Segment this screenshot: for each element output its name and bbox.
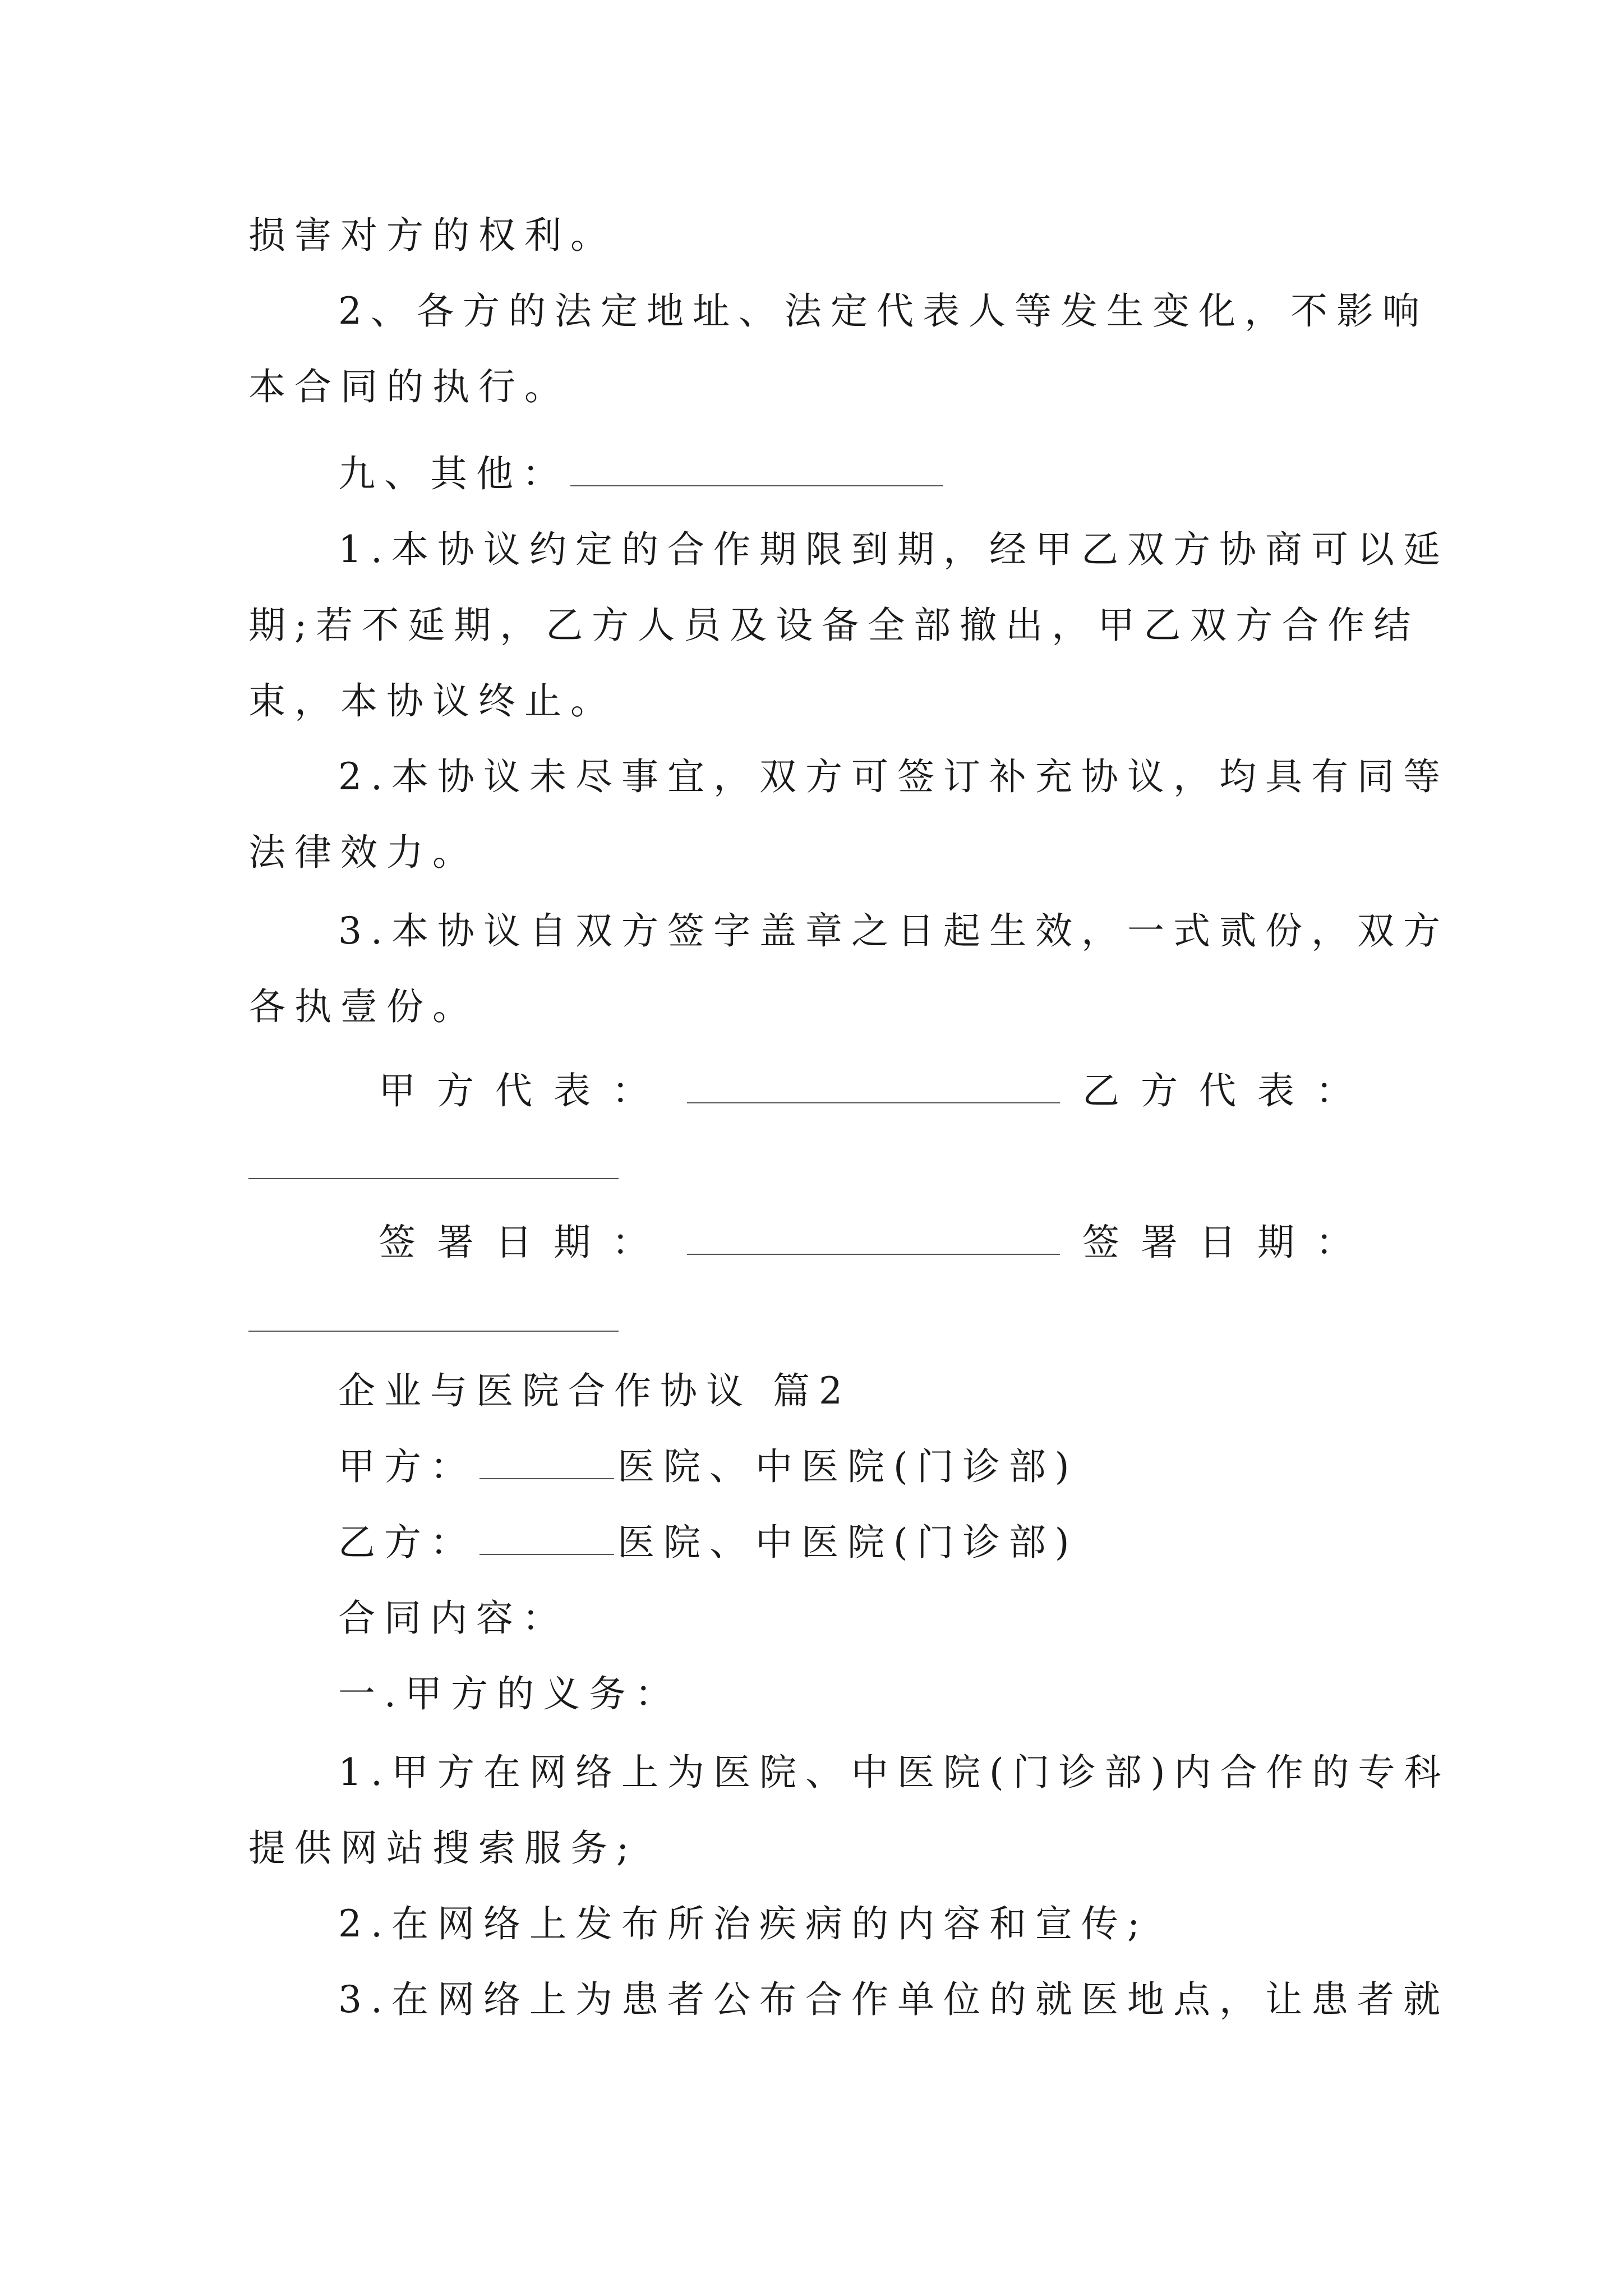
text-line: 本合同的执行。 [248,365,570,408]
text-line: 2、各方的法定地址、法定代表人等发生变化，不影响 [338,289,1428,333]
party-b-prefix: 乙方： [338,1521,476,1564]
text-line: 提供网站搜索服务; [248,1826,638,1870]
party-a-suffix: 医院、中医院(门诊部) [617,1445,1078,1488]
section-heading-other [338,449,1376,499]
party-b-line [338,1517,1376,1568]
party-a-name-blank [479,1443,614,1479]
text-line: 法律效力。 [248,831,478,874]
party-a-prefix: 甲方： [338,1445,476,1488]
section-title: 企业与医院合作协议 篇2 [338,1369,851,1412]
contract-content-heading: 合同内容： [338,1596,568,1640]
text-line: 各执壹份。 [248,985,478,1028]
text-line: 2.在网络上发布所治疾病的内容和宣传; [338,1902,1149,1945]
text-line: 1.甲方在网络上为医院、中医院(门诊部)内合作的专科 [338,1751,1450,1794]
text-line: 损害对方的权利。 [248,214,616,257]
date-label-a: 签署日期： [379,1221,670,1264]
party-a-signature-blank [687,1068,1060,1103]
party-b-suffix: 医院、中医院(门诊部) [617,1521,1078,1564]
party-b-signature-blank [248,1177,619,1179]
signature-row-representatives [379,1066,1377,1116]
party-a-line [338,1442,1376,1492]
text-line: 3.本协议自双方签字盖章之日起生效，一式贰份，双方 [338,909,1449,953]
heading-text: 九、其他： [338,452,568,495]
text-line: 1.本协议约定的合作期限到期，经甲乙双方协商可以延 [338,528,1449,571]
signature-row-dates [379,1217,1377,1268]
text-line: 期;若不延期，乙方人员及设备全部撤出，甲乙双方合作结 [248,604,1420,647]
party-a-representative-label: 甲方代表： [379,1069,670,1112]
date-a-blank [687,1219,1060,1255]
party-b-name-blank [479,1519,614,1555]
text-line: 2.本协议未尽事宜，双方可签订补充协议，均具有同等 [338,755,1449,798]
party-b-representative-label: 乙方代表： [1082,1069,1374,1112]
text-line: 束，本协议终止。 [248,679,616,723]
date-b-blank [248,1329,619,1332]
blank-line [570,450,943,486]
obligations-heading: 一.甲方的义务： [338,1672,681,1715]
text-line: 3.在网络上为患者公布合作单位的就医地点，让患者就 [338,1978,1449,2021]
date-label-b: 签署日期： [1082,1221,1374,1264]
